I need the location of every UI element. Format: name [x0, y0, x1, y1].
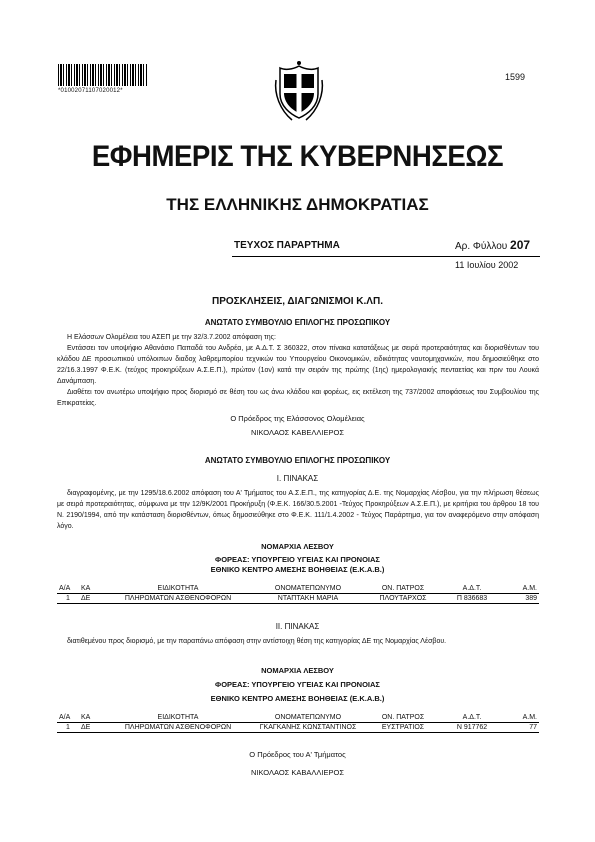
gazette-title: ΕΦΗΜΕΡΙΣ ΤΗΣ ΚΥΒΕΡΝΗΣΕΩΣ — [91, 140, 504, 173]
col-father: ΟΝ. ΠΑΤΡΟΣ — [363, 584, 443, 594]
gazette-subtitle: ΤΗΣ ΕΛΛΗΝΙΚΗΣ ΔΗΜΟΚΡΑΤΙΑΣ — [166, 195, 429, 214]
col-adt: Α.Δ.Τ. — [443, 584, 501, 594]
prefecture-1: ΝΟΜΑΡΧΙΑ ΛΕΣΒΟΥ — [261, 542, 334, 551]
col-adt: Α.Δ.Τ. — [443, 713, 501, 723]
col-am: Α.Μ. — [501, 584, 539, 594]
col-ka: ΚΑ — [79, 713, 103, 723]
section1-p3: Διαθέτει τον ανωτέρω υποψήφιο προς διορισμό σε θέση του ως άνω κλάδου και φορέως, εις εκτέλεση της 737/2002 αποφάσεως του Συμβουλίου της Επικρατείας. — [57, 389, 539, 407]
agency-1: ΦΟΡΕΑΣ: ΥΠΟΥΡΓΕΙΟ ΥΓΕΙΑΣ ΚΑΙ ΠΡΟΝΟΙΑΣ — [215, 555, 380, 564]
col-name: ΟΝΟΜΑΤΕΠΩΝΥΜΟ — [253, 713, 363, 723]
cell-specialty: ΠΛΗΡΩΜΑΤΩΝ ΑΣΘΕΝΟΦΟΡΩΝ — [103, 723, 253, 733]
col-aa: Α/Α — [57, 584, 79, 594]
unit-1: ΕΘΝΙΚΟ ΚΕΝΤΡΟ ΑΜΕΣΗΣ ΒΟΗΘΕΙΑΣ (Ε.Κ.Α.Β.) — [210, 565, 385, 574]
cell-name: ΝΤΑΠΤΑΚΗ ΜΑΡΙΑ — [253, 594, 363, 604]
col-aa: Α/Α — [57, 713, 79, 723]
page-number: 1599 — [505, 72, 526, 82]
section1-sign-title: Ο Πρόεδρος της Ελάσσονος Ολομέλειας — [230, 414, 365, 423]
col-ka: ΚΑ — [79, 584, 103, 594]
appointment-table-1 — [57, 584, 539, 604]
greek-coat-of-arms-icon — [272, 60, 326, 124]
appointment-table-2 — [57, 713, 539, 733]
cell-adt: Ν 917762 — [443, 723, 501, 733]
cell-aa: 1 — [57, 723, 79, 733]
unit-2: ΕΘΝΙΚΟ ΚΕΝΤΡΟ ΑΜΕΣΗΣ ΒΟΗΘΕΙΑΣ (Ε.Κ.Α.Β.) — [210, 694, 385, 703]
issue-date: 11 Ιουλίου 2002 — [455, 260, 519, 270]
barcode — [58, 64, 148, 86]
section1-p1: Η Ελάσσων Ολομέλεια του ΑΣΕΠ με την 32/3.7.2002 απόφαση της: — [67, 334, 276, 341]
cell-father: ΠΛΟΥΤΑΡΧΟΣ — [363, 594, 443, 604]
table-header-row — [57, 713, 539, 723]
cell-adt: Π 836683 — [443, 594, 501, 604]
barcode-number: *01002071107020012* — [58, 88, 123, 94]
table1-label: Ι. ΠΙΝΑΚΑΣ — [276, 474, 319, 483]
section1-sign-name: ΝΙΚΟΛΑΟΣ ΚΑΒΕΛΛΙΕΡΟΣ — [251, 428, 344, 437]
sheet-label: Αρ. Φύλλου — [455, 241, 508, 252]
section1-heading: ΑΝΩΤΑΤΟ ΣΥΜΒΟΥΛΙΟ ΕΠΙΛΟΓΗΣ ΠΡΟΣΩΠΙΚΟΥ — [204, 318, 391, 327]
sheet-info — [455, 238, 530, 252]
section2-p1: διαγραφομένης, με την 1295/18.6.2002 απόφαση του Α' Τμήματος του Α.Σ.Ε.Π., της κατηγορίας Δ.Ε. της Νομαρχίας Λέσβου, για την πλήρωση θέσεως με σειρά προτεραιότητας, σύμφωνα με την 12/9Κ/2001 Προκήρυξη (Φ.Ε.Κ. 166/30.5.2001 -Τεύχος Προκηρύξεων Α.Σ.Ε.Π.), με κριτήρια του άρθρου 18 του Ν. 2190/1994, από την κατάσταση διορισθέντων, όπως δημοσιεύθηκε στο Φ.Ε.Κ. 111/1.4.2002 - Τεύχος Παράρτημα, για τον αναφερόμενο στην απόφαση λόγο. — [57, 490, 539, 530]
cell-name: ΓΚΑΓΚΑΝΗΣ ΚΩΝΣΤΑΝΤΙΝΟΣ — [253, 723, 363, 733]
col-name: ΟΝΟΜΑΤΕΠΩΝΥΜΟ — [253, 584, 363, 594]
section2-p2: διατιθεμένου προς διορισμό, με την παραπάνω απόφαση στην αντίστοιχη θέση της κατηγορίας ΔΕ της Νομαρχίας Λέσβου. — [67, 638, 447, 645]
col-specialty: ΕΙΔΙΚΟΤΗΤΑ — [103, 584, 253, 594]
col-specialty: ΕΙΔΙΚΟΤΗΤΑ — [103, 713, 253, 723]
col-father: ΟΝ. ΠΑΤΡΟΣ — [363, 713, 443, 723]
cell-specialty: ΠΛΗΡΩΜΑΤΩΝ ΑΣΘΕΝΟΦΟΡΩΝ — [103, 594, 253, 604]
section1-p2: Εντάσσει τον υποψήφιο Αθανάσιο Παπαδά του Ανδρέα, με Α.Δ.Τ. Σ 360322, στον πίνακα κατατάξεως με σειρά προτεραιότητας και διορισθέντων του κλάδου ΔΕ προσωπικού υπόλοιπων διαδοχ λαθρεμπορίου τεχνικών του Υπουργείου Οικονομικών, ειδικότητας ναυτομηχανικών, που δημοσιεύθηκε στο 22/16.3.1997 Φ.Ε.Κ. (τεύχος προκηρύξεων Α.Σ.Ε.Π.), πρώτον (1ον) κατά την σειράν της πρώτης (1ης) ημερολογιακής πενταετίας και πριν του Λουκά Δανάμπαση. — [57, 345, 539, 385]
cell-aa: 1 — [57, 594, 79, 604]
cell-am: 389 — [501, 594, 539, 604]
header-rule — [232, 256, 540, 257]
cell-ka: ΔΕ — [79, 594, 103, 604]
cell-am: 77 — [501, 723, 539, 733]
table-header-row — [57, 584, 539, 594]
agency-2: ΦΟΡΕΑΣ: ΥΠΟΥΡΓΕΙΟ ΥΓΕΙΑΣ ΚΑΙ ΠΡΟΝΟΙΑΣ — [215, 680, 380, 689]
main-heading: ΠΡΟΣΚΛΗΣΕΙΣ, ΔΙΑΓΩΝΙΣΜΟΙ Κ.ΛΠ. — [212, 296, 383, 307]
sheet-number: 207 — [510, 238, 531, 252]
section2-heading: ΑΝΩΤΑΤΟ ΣΥΜΒΟΥΛΙΟ ΕΠΙΛΟΓΗΣ ΠΡΟΣΩΠΙΚΟΥ — [204, 456, 391, 465]
section2-sign-name: ΝΙΚΟΛΑΟΣ ΚΑΒΑΛΛΙΕΡΟΣ — [251, 768, 344, 777]
table-row — [57, 723, 539, 733]
cell-ka: ΔΕ — [79, 723, 103, 733]
issue-type: ΤΕΥΧΟΣ ΠΑΡΑΡΤΗΜΑ — [234, 240, 340, 251]
col-am: Α.Μ. — [501, 713, 539, 723]
section2-sign-title: Ο Πρόεδρος του Α' Τμήματος — [249, 750, 346, 759]
cell-father: ΕΥΣΤΡΑΤΙΟΣ — [363, 723, 443, 733]
prefecture-2: ΝΟΜΑΡΧΙΑ ΛΕΣΒΟΥ — [261, 666, 334, 675]
table2-label: ΙΙ. ΠΙΝΑΚΑΣ — [275, 622, 320, 631]
table-row — [57, 594, 539, 604]
